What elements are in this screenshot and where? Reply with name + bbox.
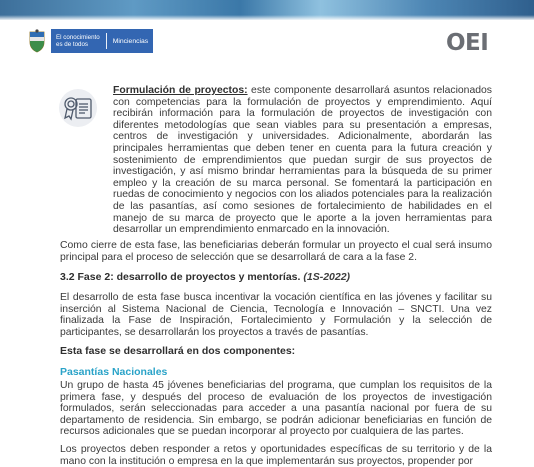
header-banner <box>0 0 534 20</box>
gov-logo-line2: es de todos <box>56 41 88 48</box>
projects-paragraph: Los proyectos deben responder a retos y oportunidades específicas de su territorio y de la mano con la institución o empresa en la que implementarán sus proyectos, propender por <box>60 444 492 467</box>
formulation-paragraph <box>113 85 492 236</box>
section-heading <box>60 271 350 283</box>
formulation-text: este componente desarrollará asuntos relacionados con competencias para la formulación de proyectos y emprendimiento. Aquí recibirán información para la formulación de proyectos de investigación con diferentes metodologías que sean viables para su presentación a empresas, centros de investigación y universidades. Adicionalmente, abordarán las principales herramientas que deben tener en cuenta para la futura creación y sostenimiento de emprendimientos que puedan surgir de sus proyectos de investigación, y así mismo brindar herramientas para la búsqueda de su primer empleo y la creación de su marca personal. Se fomentará la participación en ruedas de conocimiento y negocios con los aliados potenciales para la realización de las pasantías, así como sesiones de fortalecimiento de habilidades en el manejo de su marca de proyecto que le aporte a la joven herramientas para desarrollar un emprendimiento enmarcado en la innovación. <box>113 85 492 236</box>
phase-closing-paragraph: Como cierre de esta fase, las beneficiarias deberán formular un proyecto el cual será insumo principal para el proceso de selección que se desarrollará de cara a la fase 2. <box>60 240 492 263</box>
formulation-lead: Formulación de proyectos: <box>113 85 248 96</box>
colombia-shield-icon <box>27 29 47 53</box>
gov-ministry-name: Minciencias <box>112 37 149 45</box>
section-heading-title: 3.2 Fase 2: desarrollo de proyectos y mentorías. <box>60 271 301 283</box>
internships-paragraph: Un grupo de hasta 45 jóvenes beneficiarias del programa, que cumplan los requisitos de la primera fase, y después del proceso de evaluación de los proyectos de investigación formulados, serán seleccionadas para acceder a una pasantía nacional por fuera de su departamento de residencia. Sin embargo, se podrán adicionar beneficiarias en función de recursos adicionales que se puedan incorporar al proyecto por cualquiera de las partes. <box>60 380 492 438</box>
gov-logo-line1: El conocimiento <box>56 34 100 41</box>
components-line: Esta fase se desarrollará en dos componentes: <box>60 345 296 357</box>
certificate-badge-icon <box>57 88 99 128</box>
oei-logo: OEI <box>446 30 489 56</box>
gov-logo-divider <box>106 33 107 49</box>
section-heading-period: (1S-2022) <box>303 271 351 283</box>
subheading-national-internships: Pasantías Nacionales <box>60 366 168 378</box>
phase2-intro-paragraph: El desarrollo de esta fase busca incentivar la vocación científica en las jóvenes y facilitar su inserción al Sistema Nacional de Ciencia, Tecnología e Innovación – SNCTI. Una vez finalizada la Fase de Inspiración, Fortalecimiento y Formulación y la selección de participantes, se desarrollarán los proyectos a través de pasantías. <box>60 292 492 338</box>
gov-logo <box>27 29 153 53</box>
gov-logo-box <box>51 29 153 53</box>
